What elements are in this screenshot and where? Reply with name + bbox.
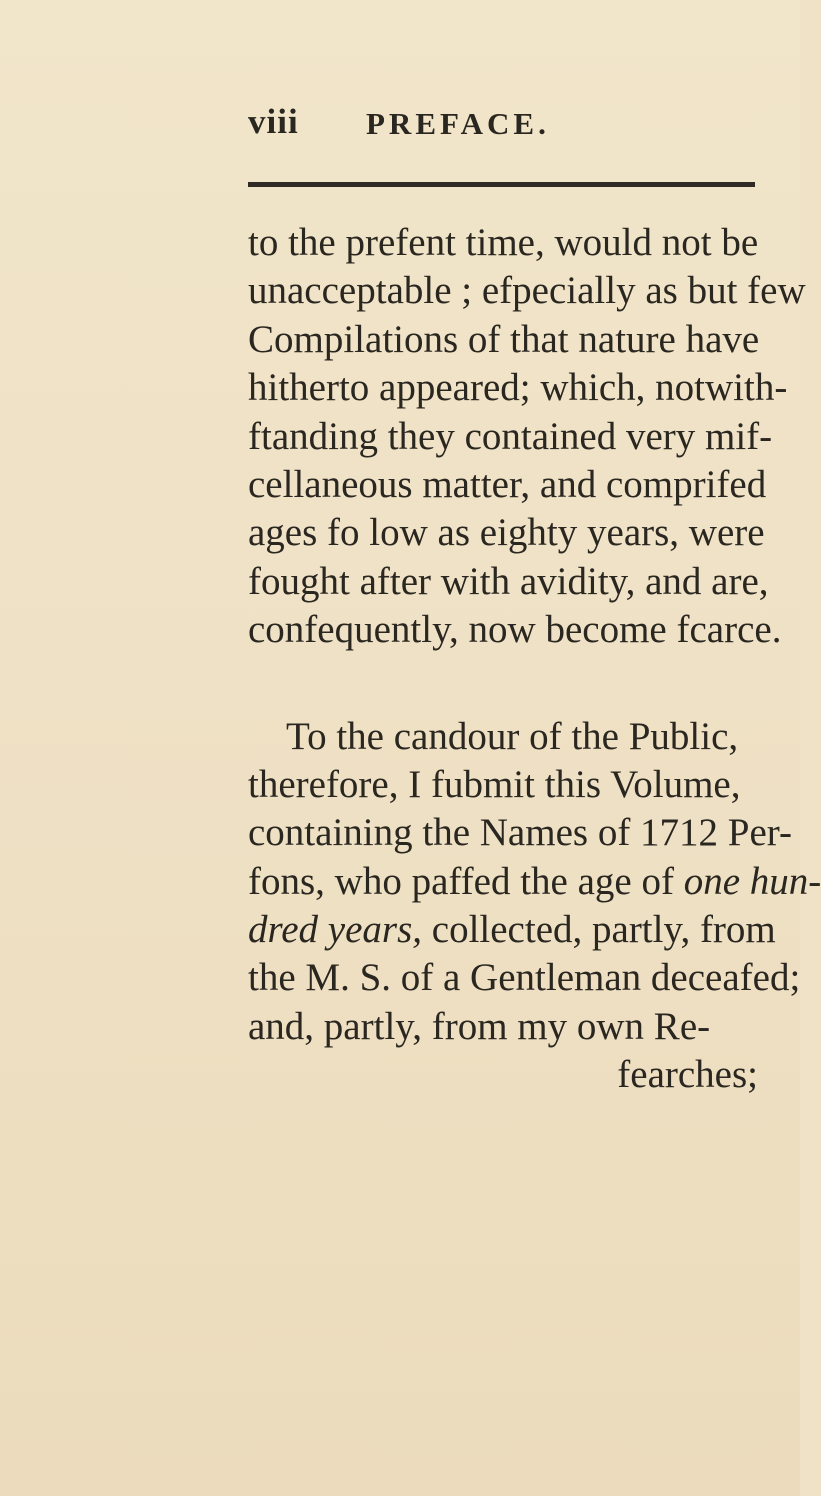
text-line: to the prefent time, would not be <box>248 221 759 264</box>
italic-phrase: one hun- <box>683 859 821 903</box>
text-line: fought after with avidity, and are, <box>248 559 769 603</box>
text-line: the M. S. of a Gentleman deceafed; <box>248 956 801 1000</box>
italic-phrase: dred years, <box>248 908 423 952</box>
header-rule <box>248 182 755 187</box>
text-line: hitherto appeared; which, notwith- <box>248 366 788 410</box>
paragraph-1 <box>248 219 806 655</box>
text-segment: collected, partly, from <box>422 908 776 952</box>
paragraph-gap <box>248 655 768 713</box>
body-text <box>248 219 821 1100</box>
text-segment: fons, who paffed the age of <box>248 859 684 903</box>
text-line <box>248 858 821 906</box>
page-number: viii <box>248 102 299 141</box>
text-line: unacceptable ; efpecially as but few <box>248 269 806 313</box>
text-line: therefore, I fubmit this Volume, <box>248 762 741 806</box>
page-header <box>248 102 748 152</box>
text-line: containing the Names of 1712 Per- <box>248 811 793 855</box>
text-line: ftanding they contained very mif- <box>248 414 773 458</box>
text-line <box>248 906 776 954</box>
text-line: cellaneous matter, and comprifed <box>248 462 767 506</box>
running-head: PREFACE. <box>366 106 550 141</box>
text-line: To the candour of the Public, <box>286 714 739 758</box>
text-line: confequently, now become fcarce. <box>248 608 782 652</box>
text-line: ages fo low as eighty years, were <box>248 511 765 555</box>
text-line: and, partly, from my own Re- <box>248 1004 711 1048</box>
catchword: fearches; <box>617 1053 758 1097</box>
text-line: Compilations of that nature have <box>248 317 760 361</box>
paragraph-2 <box>248 713 821 1100</box>
